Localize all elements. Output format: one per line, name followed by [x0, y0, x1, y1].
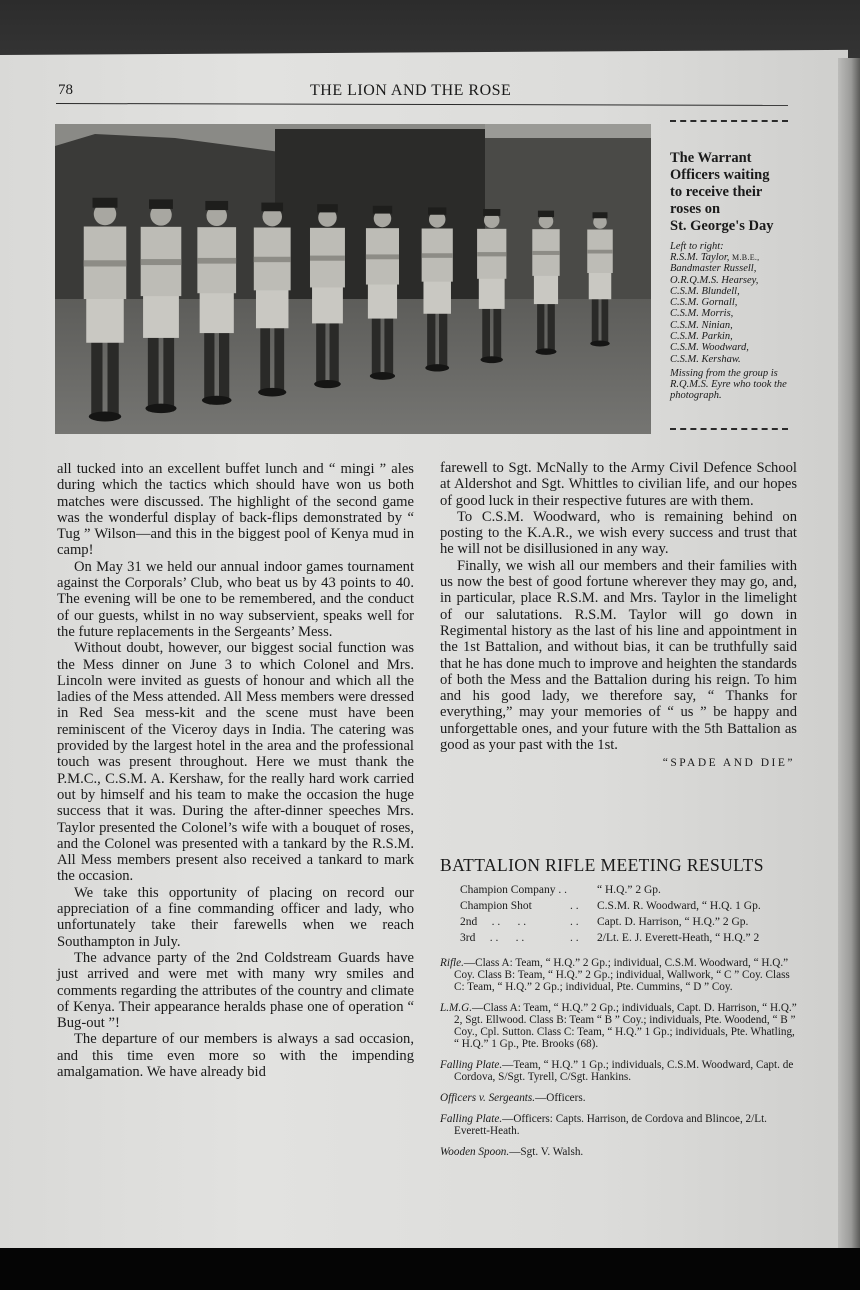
results-leader: . . — [570, 916, 579, 928]
article-right-column — [440, 460, 797, 772]
caption-dashed-rule-bottom — [670, 428, 788, 430]
article-paragraph: The advance party of the 2nd Coldstream Guards have just arrived and were met with many wry smiles and comments regarding the attributes of the country and climate of Kenya. Their appearance heralds phase one of operation “ Bug-out ”! — [57, 949, 414, 1032]
caption-name: C.S.M. Woodward, — [670, 342, 749, 354]
article-paragraph: all tucked into an excellent buffet lunch and “ mingi ” ales during which the tactics which should have won us both matches were discussed. The highlight of the second game was the wonderful display of back-flips demonstrated by “ Tug ” Wilson—and this in the biggest pool of Kenya mud in camp! — [57, 461, 414, 559]
article-paragraph: To C.S.M. Woodward, who is remaining behind on posting to the K.A.R., we wish every success and trust that he will not be disillusioned in any way. — [440, 508, 797, 558]
results-entry — [440, 1059, 800, 1083]
running-title: THE LION AND THE ROSE — [310, 82, 512, 99]
results-row — [460, 900, 761, 916]
results-entry — [440, 1146, 800, 1158]
caption-dashed-rule-top — [670, 120, 788, 122]
hut-roof — [485, 124, 651, 138]
results-table — [460, 884, 761, 948]
caption-name: C.S.M. Kershaw. — [670, 353, 741, 365]
photo-caption — [670, 120, 798, 430]
caption-name: C.S.M. Ninian, — [670, 319, 733, 331]
results-entry-text: —Officers. — [535, 1092, 586, 1104]
results-value: “ H.Q.” 2 Gp. — [597, 884, 661, 896]
caption-name: Bandmaster Russell, — [670, 263, 757, 275]
results-value: 2/Lt. E. J. Everett-Heath, “ H.Q.” 2 — [597, 932, 760, 944]
caption-missing-note: Missing from the group is R.Q.M.S. Eyre who took the photograph. — [670, 367, 787, 401]
results-entry-text: —Class A: Team, “ H.Q.” 2 Gp.; individuals, Capt. D. Harrison, “ H.Q.” 2, Sgt. Ellwood. Class B: Team “ B ” Coy.; individuals, Pte. Woodend, “ B ” Coy., Cpl. Sutton. Class C: Team, “ H.Q.” 1 Gp.; individuals, Pte. Whatling, “ H.Q.” 1 Gp., Pte. Brooks (68). — [454, 1002, 797, 1050]
results-leader: . . — [570, 900, 579, 912]
caption-title: The Warrant Officers waiting to receive their roses on St. George's Day — [670, 150, 774, 234]
results-value: Capt. D. Harrison, “ H.Q.” 2 Gp. — [597, 916, 749, 928]
page-edge-shadow — [838, 58, 860, 1248]
results-entry-category: Rifle. — [440, 957, 464, 969]
results-entry-category: Officers v. Sergeants. — [440, 1092, 536, 1104]
caption-name: O.R.Q.M.S. Hearsey, — [670, 274, 759, 286]
results-entry-text: —Officers: Capts. Harrison, de Cordova and Blincoe, 2/Lt. Everett-Heath. — [454, 1113, 767, 1137]
results-entry-category: Falling Plate. — [440, 1059, 503, 1071]
article-paragraph: Without doubt, however, our biggest social function was the Mess dinner on June 3 to which Colonel and Mrs. Lincoln were invited as guests of honour and which all the ladies of the Mess attended. All Mess members were dressed in Red Sea mess-kit and the scene must have been reminiscent of the Viceroy days in India. The catering was provided by the largest hotel in the area and the professional touch was present throughout. Here we must thank the P.M.C., C.S.M. A. Kershaw, for the really hard work carried out by himself and his team to make the occasion the huge success that it was. During the after-dinner speeches Mrs. Taylor presented the Colonel’s wife with a bouquet of roses, and the Colonel was presented with a tankard by the R.S.M. All Mess members present also received a tankard to mark the occasion. — [57, 640, 414, 885]
results-label: Champion Shot — [460, 900, 532, 912]
group-photograph — [55, 124, 651, 434]
results-entry — [440, 1113, 800, 1137]
caption-name: C.S.M. Morris, — [670, 308, 734, 320]
results-entry — [440, 1002, 800, 1050]
photo-illustration — [55, 124, 651, 434]
results-entry-text: —Sgt. V. Walsh. — [509, 1146, 584, 1158]
results-entry-text: —Team, “ H.Q.” 1 Gp.; individuals, C.S.M. Woodward, Capt. de Cordova, S/Sgt. Tyrell, C/Sgt. Hankins. — [454, 1059, 794, 1083]
results-leader: . . — [570, 932, 579, 944]
results-value: C.S.M. R. Woodward, “ H.Q. 1 Gp. — [597, 900, 761, 912]
results-entry-category: Wooden Spoon. — [440, 1146, 510, 1158]
running-header — [58, 80, 788, 106]
caption-left-to-right-label: Left to right: — [670, 241, 724, 252]
page-number: 78 — [58, 82, 73, 98]
results-entry — [440, 1092, 800, 1104]
caption-name: C.S.M. Blundell, — [670, 285, 740, 297]
results-entry-text: —Class A: Team, “ H.Q.” 2 Gp.; individual, C.S.M. Woodward, “ H.Q.” Coy. Class B: Team, “ H.Q.” 2 Gp.; individual, Wallwork, “ C ” Coy. Class C: Team, “ H.Q.” 2 Gp.; individual, Pte. Cummins, “ D ” Coy. — [454, 957, 790, 993]
article-paragraph: On May 31 we held our annual indoor games tournament against the Corporals’ Club, who beat us by 43 points to 40. The evening will be one to be remembered, and the conduct of our guests, whilst in no way subservient, speaks well for the future replacements in the Sergeants’ Mess. — [57, 558, 414, 640]
rifle-meeting-results — [440, 855, 800, 1158]
results-row — [460, 932, 761, 948]
article-paragraph: We take this opportunity of placing on record our appreciation of a fine commanding officer and lady, who unfortunately take their farewells when we reach Southampton in July. — [57, 884, 414, 950]
article-left-column — [57, 461, 414, 1080]
dark-background-bottom — [0, 1248, 860, 1290]
results-label: Champion Company . . — [460, 884, 568, 896]
article-paragraph: farewell to Sgt. McNally to the Army Civil Defence School at Aldershot and Sgt. Whittles to civilian life, and our hopes of good luck in their respective futures are with them. — [440, 460, 797, 509]
results-leader — [570, 884, 597, 900]
caption-name: R.S.M. Taylor, M.B.E., — [670, 252, 760, 263]
results-entry-category: Falling Plate. — [440, 1113, 503, 1125]
results-heading: BATTALION RIFLE MEETING RESULTS — [440, 855, 764, 875]
results-label: 3rd . . . . — [460, 932, 525, 944]
caption-name: C.S.M. Parkin, — [670, 331, 733, 343]
article-paragraph: Finally, we wish all our members and their families with us now the best of good fortune wherever they may go, and, in particular, place R.S.M. and Mrs. Taylor in the limelight of our salutations. R.S.M. Taylor will go down in Regimental history as the last of his line and appointment in the 1st Battalion, and without bias, it can be truthfully said that he has done much to improve and heighten the standards of both the Mess and the Battalion during his reign. To him and his good lady, we therefore say, “ Thanks for everything,” may your memories of “ us ” be happy and unforgettable ones, and your future with the 5th Battalion as good as your past with the 1st. — [440, 557, 797, 754]
results-row — [460, 916, 761, 932]
caption-honour: M.B.E., — [732, 253, 760, 262]
caption-name-list — [670, 252, 798, 365]
results-row — [460, 884, 761, 900]
caption-name: C.S.M. Gornall, — [670, 297, 738, 309]
results-entry-category: L.M.G. — [440, 1002, 473, 1014]
hut-wall — [485, 138, 651, 308]
article-signoff: “SPADE AND DIE” — [662, 757, 795, 770]
article-paragraph: The departure of our members is always a sad occasion, and this time even more so with the impending amalgamation. We have already bid — [57, 1031, 414, 1080]
results-label: 2nd . . . . — [460, 916, 527, 928]
results-entry — [440, 957, 800, 993]
